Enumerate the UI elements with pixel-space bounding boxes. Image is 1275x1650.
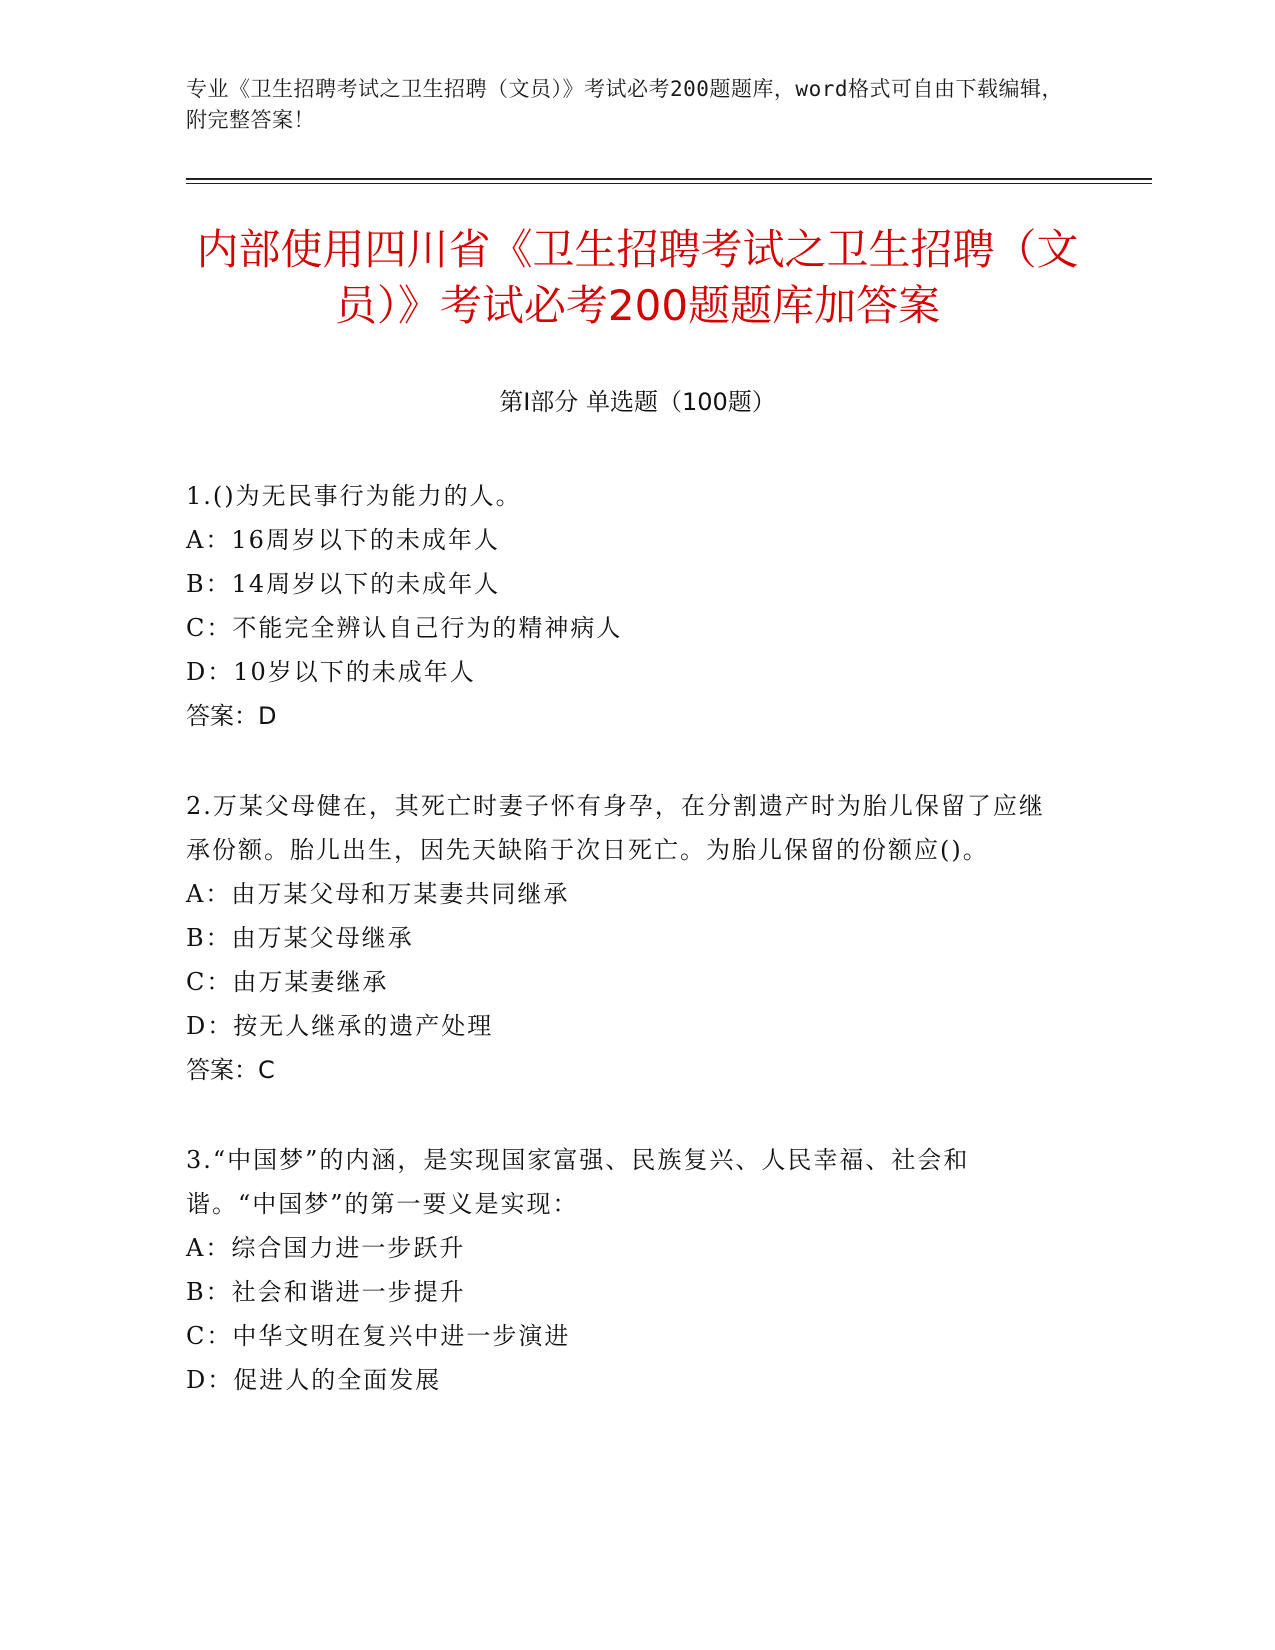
question-stem: 2.万某父母健在，其死亡时妻子怀有身孕，在分割遗产时为胎儿保留了应继承份额。胎儿出生，因先天缺陷于次日死亡。为胎儿保留的份额应()。 (186, 792, 1045, 864)
question-list (186, 474, 1046, 1448)
question-stem: 3.“中国梦”的内涵，是实现国家富强、民族复兴、人民幸福、社会和谐。“中国梦”的第一要义是实现： (186, 1146, 970, 1218)
option-a: A：综合国力进一步跃升 (186, 1234, 466, 1262)
header-divider-thick (186, 178, 1152, 180)
option-b: B：社会和谐进一步提升 (186, 1278, 466, 1306)
option-c: C：中华文明在复兴中进一步演进 (186, 1322, 571, 1350)
question-stem: 1.()为无民事行为能力的人。 (186, 482, 522, 510)
answer: 答案：C (186, 1056, 275, 1084)
option-b: B：14周岁以下的未成年人 (186, 570, 501, 598)
document-title: 内部使用四川省《卫生招聘考试之卫生招聘（文员）》考试必考200题题库加答案 (196, 225, 1079, 330)
option-a: A：16周岁以下的未成年人 (186, 526, 500, 554)
question-1 (186, 474, 1046, 738)
header-note: 专业《卫生招聘考试之卫生招聘（文员）》考试必考200题题库，word格式可自由下载编辑，附完整答案！ (186, 77, 1063, 132)
question-2 (186, 784, 1046, 1092)
option-a: A：由万某父母和万某妻共同继承 (186, 880, 570, 908)
option-c: C：不能完全辨认自己行为的精神病人 (186, 614, 623, 642)
option-c: C：由万某妻继承 (186, 968, 389, 996)
section-title: 第Ⅰ部分 单选题（100题） (499, 388, 776, 416)
option-d: D：10岁以下的未成年人 (186, 658, 476, 686)
header-divider-thin (186, 183, 1152, 184)
option-d: D：按无人继承的遗产处理 (186, 1012, 494, 1040)
answer: 答案：D (186, 702, 277, 730)
option-d: D：促进人的全面发展 (186, 1366, 442, 1394)
question-3 (186, 1138, 1046, 1402)
option-b: B：由万某父母继承 (186, 924, 414, 952)
